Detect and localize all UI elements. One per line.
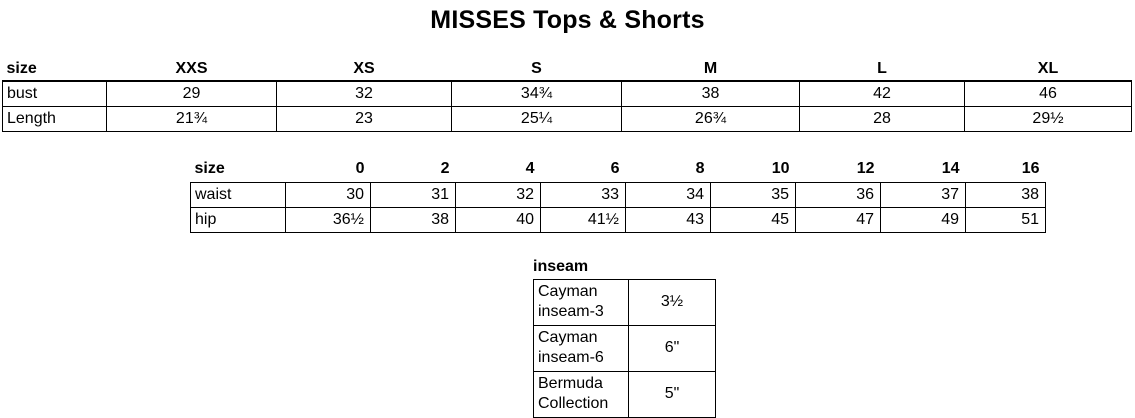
cell-hip-16: 51 [966,208,1046,233]
column-header-xl: XL [965,58,1132,81]
table-header-row [191,158,1046,183]
cell-bust-xxs: 29 [107,81,277,107]
column-header-12: 12 [856,160,875,177]
column-header-s: S [452,58,622,81]
table-row [3,81,1132,107]
row-label-hip: hip [191,208,286,233]
column-header-2: 2 [440,160,450,177]
inseam-value-cayman-3: 3½ [629,280,716,326]
row-label-length: Length [3,107,107,132]
cell-waist-12: 36 [796,183,881,208]
row-label-bust: bust [3,81,107,107]
cell-length-s: 25¼ [452,107,622,132]
cell-hip-2: 38 [371,208,456,233]
cell-bust-xs: 32 [277,81,452,107]
cell-waist-2: 31 [371,183,456,208]
cell-length-l: 28 [800,107,965,132]
column-header-4: 4 [525,160,535,177]
cell-hip-14: 49 [881,208,966,233]
cell-hip-0: 36½ [286,208,371,233]
cell-waist-6: 33 [541,183,626,208]
cell-bust-xl: 46 [965,81,1132,107]
table-row [191,208,1046,233]
table-row [3,107,1132,132]
cell-waist-14: 37 [881,183,966,208]
column-header-6: 6 [610,160,620,177]
cell-waist-16: 38 [966,183,1046,208]
table-row [534,325,716,371]
numeric-size-table [190,158,1046,233]
inseam-name-bermuda: Bermuda Collection [534,371,629,417]
column-header-xs: XS [277,58,452,81]
cell-hip-6: 41½ [541,208,626,233]
column-header-16: 16 [1021,160,1040,177]
inseam-value-cayman-6: 6" [629,325,716,371]
cell-hip-12: 47 [796,208,881,233]
column-header-size: size [3,58,107,81]
column-header-xxs: XXS [107,58,277,81]
table-row [534,280,716,326]
cell-length-xs: 23 [277,107,452,132]
cell-waist-4: 32 [456,183,541,208]
inseam-table [533,279,716,418]
cell-hip-4: 40 [456,208,541,233]
cell-waist-10: 35 [711,183,796,208]
cell-hip-10: 45 [711,208,796,233]
inseam-table-title: inseam [533,258,589,275]
cell-length-xl: 29½ [965,107,1132,132]
row-label-waist: waist [191,183,286,208]
table-row [191,183,1046,208]
table-row [534,371,716,417]
inseam-value-bermuda: 5" [629,371,716,417]
cell-waist-8: 34 [626,183,711,208]
table-header-row [3,58,1132,81]
cell-bust-s: 34¾ [452,81,622,107]
page-title: MISSES Tops & Shorts [430,6,705,34]
column-header-m: M [622,58,800,81]
column-header-0: 0 [355,160,365,177]
column-header-l: L [800,58,965,81]
column-header-8: 8 [695,160,705,177]
cell-length-xxs: 21¾ [107,107,277,132]
column-header-14: 14 [941,160,960,177]
misses-tops-size-table [2,58,1132,132]
column-header-10: 10 [771,160,790,177]
cell-bust-l: 42 [800,81,965,107]
cell-bust-m: 38 [622,81,800,107]
cell-length-m: 26¾ [622,107,800,132]
inseam-name-cayman-6: Cayman inseam-6 [534,325,629,371]
cell-waist-0: 30 [286,183,371,208]
inseam-name-cayman-3: Cayman inseam-3 [534,280,629,326]
cell-hip-8: 43 [626,208,711,233]
column-header-size: size [194,160,225,177]
